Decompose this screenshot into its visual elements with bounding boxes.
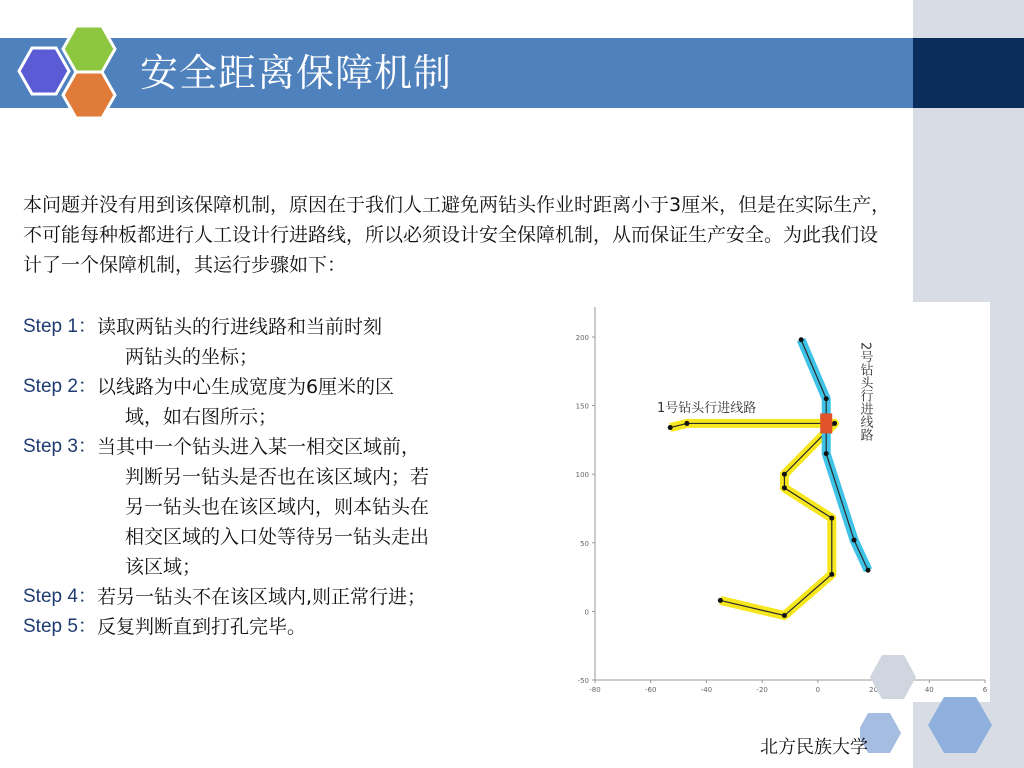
path-point	[829, 516, 834, 521]
step-continuation: 两钻头的坐标；	[125, 346, 259, 368]
step-text: 读取两钻头的行进线路和当前时刻	[96, 316, 382, 338]
x-tick-label: -80	[589, 686, 601, 694]
y-tick-label: 150	[575, 402, 589, 411]
path-chart	[565, 302, 990, 702]
path2-label: 2号钻头行进线路	[857, 342, 873, 442]
path-point	[782, 613, 787, 618]
step-1	[23, 312, 429, 342]
y-tick-label: 50	[580, 539, 589, 548]
step-label: Step 1：	[23, 316, 97, 337]
intro-paragraph	[23, 190, 893, 280]
step-text: 以线路为中心生成宽度为6厘米的区	[96, 376, 395, 398]
path-point	[852, 538, 857, 543]
path-point	[684, 421, 689, 426]
steps-list	[23, 312, 429, 642]
path-point	[829, 572, 834, 577]
x-tick-label: 40	[924, 686, 934, 694]
step-label: Step 4：	[23, 586, 97, 607]
y-tick-label: 100	[575, 471, 589, 480]
x-tick-label: -40	[700, 686, 713, 694]
path1-corridor	[670, 423, 834, 615]
path-point	[782, 485, 787, 490]
step-text: 若另一钻头不在该区域内,则正常行进；	[96, 586, 426, 608]
path-point	[668, 425, 673, 430]
x-tick-label: 20	[869, 686, 879, 694]
x-tick-label: 0	[815, 686, 821, 694]
header-bar	[0, 38, 913, 108]
path-point	[782, 472, 787, 477]
step-label: Step 5：	[23, 616, 97, 637]
page-title: 安全距离保障机制	[140, 51, 453, 95]
x-tick-label: -20	[756, 686, 768, 694]
path-point	[832, 421, 837, 426]
step-5	[23, 612, 429, 642]
hexagon-logo-icon	[14, 22, 124, 122]
path-point	[824, 396, 829, 401]
intro-text: 本问题并没有用到该保障机制，原因在于我们人工避免两钻头作业时距离小于3厘米，但是在实际生产，不可能每种板都进行人工设计行进路线，所以必须设计安全保障机制，从而保证生产安全。为此我们设计了一个保障机制，其运行步骤如下：	[23, 194, 891, 276]
path-point	[824, 451, 829, 456]
step-2	[23, 372, 429, 402]
x-tick-label: 6	[982, 686, 988, 694]
path-point	[866, 568, 871, 573]
path-point	[799, 337, 804, 342]
step-label: Step 3：	[23, 436, 97, 457]
step-4	[23, 582, 429, 612]
path-point	[718, 598, 723, 603]
y-tick-label: 0	[584, 608, 589, 617]
path1-label: 1号钻头行进线路	[657, 401, 757, 416]
y-tick-label: 200	[575, 334, 589, 342]
y-tick-label: -50	[577, 677, 589, 685]
step-text: 反复判断直到打孔完毕。	[96, 616, 306, 638]
step-continuation: 域，如右图所示；	[125, 406, 278, 428]
footer-institution: 北方民族大学	[760, 737, 868, 758]
step-text: 当其中一个钻头进入某一相交区域前，	[96, 436, 420, 458]
step-label: Step 2：	[23, 376, 97, 397]
header-dark-block	[913, 38, 1024, 108]
x-tick-label: -60	[644, 686, 657, 694]
step-3	[23, 432, 429, 462]
intersection-zone	[820, 413, 832, 433]
path-figure	[565, 302, 990, 702]
step-continuation: 判断另一钻头是否也在该区域内；若 另一钻头也在该区域内，则本钻头在 相交区域的入口处等待另一钻头走出 该区域；	[125, 466, 430, 578]
hexagon-decor-icon	[860, 655, 1024, 768]
